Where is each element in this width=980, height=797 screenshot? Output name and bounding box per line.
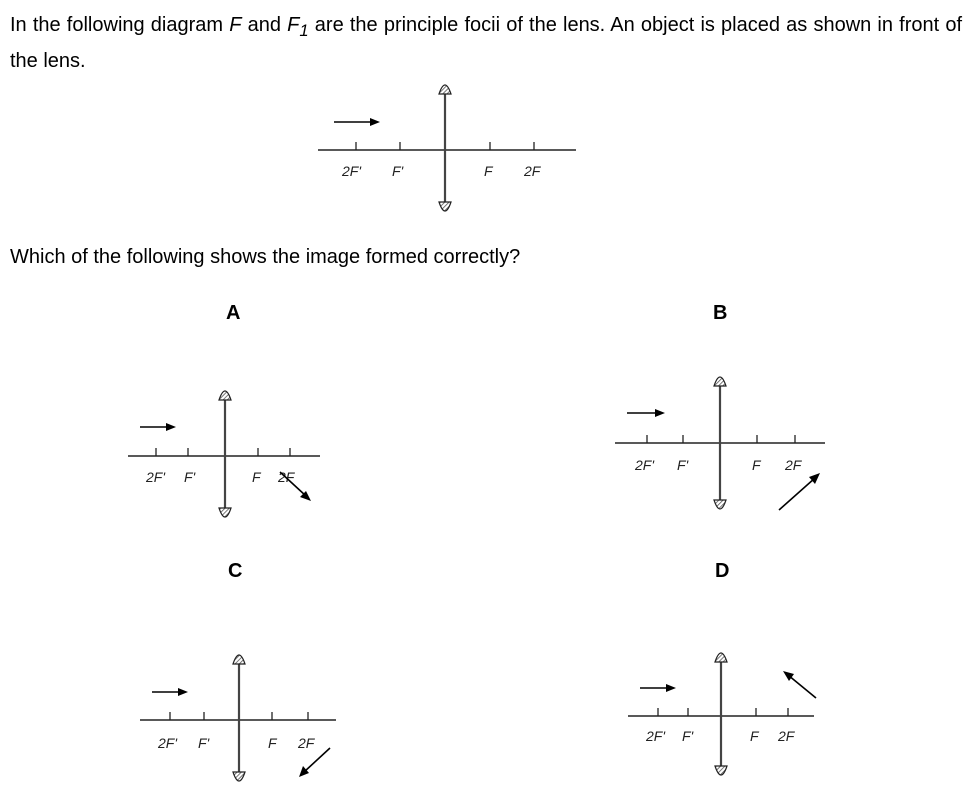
lens-top-arrowhead (439, 85, 451, 94)
label-2f-right: 2F (278, 469, 295, 485)
option-a-label[interactable]: A (226, 302, 241, 324)
lens-top-arrowhead (714, 377, 726, 386)
label-f-right: F (750, 728, 759, 744)
label-f-right: F (752, 457, 761, 473)
image-arrow (779, 478, 815, 510)
label-2f-left: 2F' (158, 735, 178, 751)
object-arrowhead (166, 423, 176, 431)
option-a-diagram[interactable] (128, 384, 338, 526)
image-arrow (788, 675, 816, 698)
option-d-diagram[interactable] (628, 646, 818, 786)
label-f-left: F' (682, 728, 694, 744)
object-arrowhead (178, 688, 188, 696)
label-2f-left: 2F' (342, 163, 362, 179)
lens-top-arrowhead (715, 653, 727, 662)
lens-bottom-arrowhead (714, 500, 726, 509)
label-f-right: F (268, 735, 277, 751)
image-arrowhead (299, 766, 309, 777)
question-text: In the following diagram F and $F_1$ are the principle focii of the lens. An object is placed as shown in front of the lens. (10, 14, 963, 72)
option-c-diagram[interactable] (140, 648, 340, 788)
label-2f-left: 2F' (635, 457, 655, 473)
lens-bottom-arrowhead (219, 508, 231, 517)
option-b-label[interactable]: B (713, 302, 728, 324)
label-f-left: F' (198, 735, 210, 751)
main-lens-diagram (318, 78, 578, 220)
lens-bottom-arrowhead (233, 772, 245, 781)
label-2f-right: 2F (524, 163, 541, 179)
label-f-left: F' (184, 469, 196, 485)
image-arrow (304, 748, 330, 772)
option-b-diagram[interactable] (615, 370, 827, 520)
object-arrowhead (655, 409, 665, 417)
label-f-right: F (252, 469, 261, 485)
label-f-right: F (484, 163, 493, 179)
option-d-label[interactable]: D (715, 560, 730, 582)
lens-top-arrowhead (233, 655, 245, 664)
label-2f-right: 2F (298, 735, 315, 751)
object-arrowhead (370, 118, 380, 126)
object-arrowhead (666, 684, 676, 692)
lens-bottom-arrowhead (439, 202, 451, 211)
label-f-left: F' (677, 457, 689, 473)
lens-top-arrowhead (219, 391, 231, 400)
prompt-text: Which of the following shows the image formed correctly? (10, 246, 521, 268)
lens-bottom-arrowhead (715, 766, 727, 775)
label-2f-left: 2F' (146, 469, 166, 485)
label-f-left: F' (392, 163, 404, 179)
option-c-label[interactable]: C (228, 560, 243, 582)
label-2f-left: 2F' (646, 728, 666, 744)
label-2f-right: 2F (785, 457, 802, 473)
label-2f-right: 2F (778, 728, 795, 744)
